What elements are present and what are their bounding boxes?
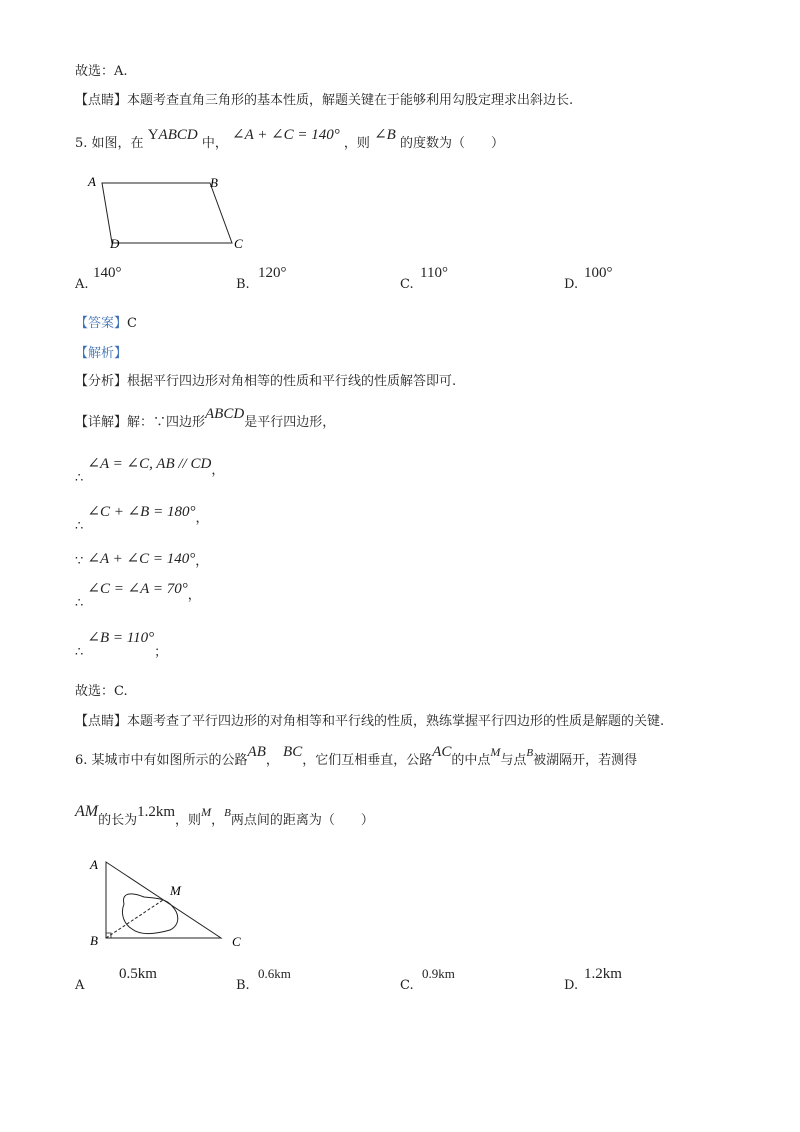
step-1: ∴ ∠A = ∠C, AB // CD， xyxy=(75,456,225,486)
question-6-line-2: AM的长为1.2km，则M，$^B$两点间的距离为（ ） xyxy=(75,803,374,828)
step-3: ∵ ∠A + ∠C = 140°， xyxy=(75,551,209,569)
answer-line: 【答案】C xyxy=(75,316,137,331)
label-b: B xyxy=(210,175,218,190)
parallelogram-figure xyxy=(82,170,252,255)
question-5: 5. 如图，在 YABCD 中， ∠A + ∠C = 140° ，则 ∠B 的度数为（ ） xyxy=(75,127,504,151)
label-c: C xyxy=(232,934,241,949)
step-2: ∴ ∠C + ∠B = 180°， xyxy=(75,504,209,534)
parallelogram-symbol: Y xyxy=(147,127,159,143)
analysis-tag: 【解析】 xyxy=(75,346,128,361)
label-d: D xyxy=(110,236,120,251)
label-a: A xyxy=(88,174,96,189)
detail-line: 【详解】解：∵四边形ABCD是平行四边形， xyxy=(75,406,336,430)
text-line: 【点睛】本题考查了平行四边形的对角相等和平行线的性质，熟练掌握平行四边形的性质是解题的关键. xyxy=(75,714,665,729)
step-4: ∴ ∠C = ∠A = 70°， xyxy=(75,581,201,611)
label-c: C xyxy=(234,236,243,251)
text-line: 故选：A. xyxy=(75,64,128,79)
step-5: ∴ ∠B = 110°； xyxy=(75,630,168,660)
label-a: A xyxy=(90,857,98,872)
answer-tag: 【答案】 xyxy=(75,316,128,331)
text-line: 故选：C. xyxy=(75,684,128,699)
text-line: 【点睛】本题考查直角三角形的基本性质，解题关键在于能够利用勾股定理求出斜边长. xyxy=(75,93,574,108)
label-b: B xyxy=(90,933,98,948)
label-m: M xyxy=(170,883,181,898)
question-6-line-1: 6. 某城市中有如图所示的公路AB， BC，它们互相垂直，公路AC的中点M与点$^B$被湖隔开，若测得 xyxy=(75,744,638,768)
triangle-lake-figure xyxy=(86,852,256,957)
analysis-line: 【分析】根据平行四边形对角相等的性质和平行线的性质解答即可. xyxy=(75,374,457,389)
